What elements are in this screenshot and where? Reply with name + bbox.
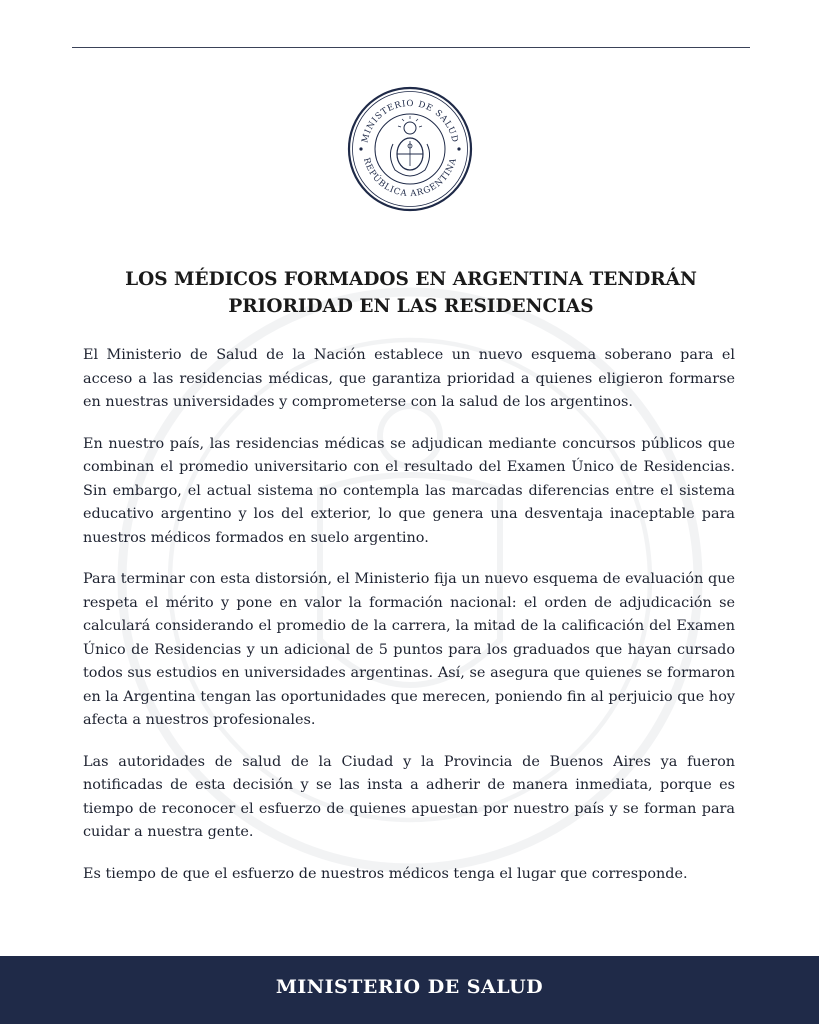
svg-text:MINISTERIO DE SALUD [360,99,459,144]
seal-top-text: MINISTERIO DE SALUD [360,98,460,144]
ministry-seal-logo [347,86,473,212]
footer-title: MINISTERIO DE SALUD [275,976,544,998]
headline-line-1: LOS MÉDICOS FORMADOS EN ARGENTINA TENDRÁN [125,269,697,290]
paragraph-2: En nuestro país, las residencias médicas se adjudican mediante concursos públicos que combinan el promedio universitario con el resultado del Examen Único de Residencias. Sin embargo, el actual sistema no contempla las marcadas diferencias entre el sistema educativo argentino y los del exterior, lo que genera una desventaja inaceptable para nuestros médicos formados en suelo argentino. [83,435,735,546]
top-divider [72,47,750,48]
paragraph-3: Para terminar con esta distorsión, el Ministerio fija un nuevo esquema de evaluación que respeta el mérito y pone en valor la formación nacional: el orden de adjudicación se calculará considerando el promedio de la carrera, la mitad de la calificación del Examen Único de Residencias y un adicional de 5 puntos para los graduados que hayan cursado todos sus estudios en universidades argentinas. Así, se asegura que quienes se formaron en la Argentina tengan las oportunidades que merecen, poniendo fin al perjuicio que hoy afecta a nuestros profesionales. [83,571,735,728]
seal-bottom-text: REPÚBLICA ARGENTINA [360,156,460,200]
headline-line-2: PRIORIDAD EN LAS RESIDENCIAS [228,296,594,317]
paragraph-1: El Ministerio de Salud de la Nación establece un nuevo esquema soberano para el acceso a las residencias médicas, que garantiza prioridad a quienes eligieron formarse en nuestras universidades y comprometerse con la salud de los argentinos. [83,347,735,410]
paragraph-5: Es tiempo de que el esfuerzo de nuestros médicos tenga el lugar que corresponde. [83,865,688,882]
paragraph-4: Las autoridades de salud de la Ciudad y la Provincia de Buenos Aires ya fueron notificadas de esta decisión y se las insta a adherir de manera inmediata, porque es tiempo de reconocer el esfuerzo de quienes apuestan por nuestro país y se forman para cuidar a nuestra gente. [83,753,735,840]
headline [72,266,750,320]
press-release-body [83,344,735,904]
